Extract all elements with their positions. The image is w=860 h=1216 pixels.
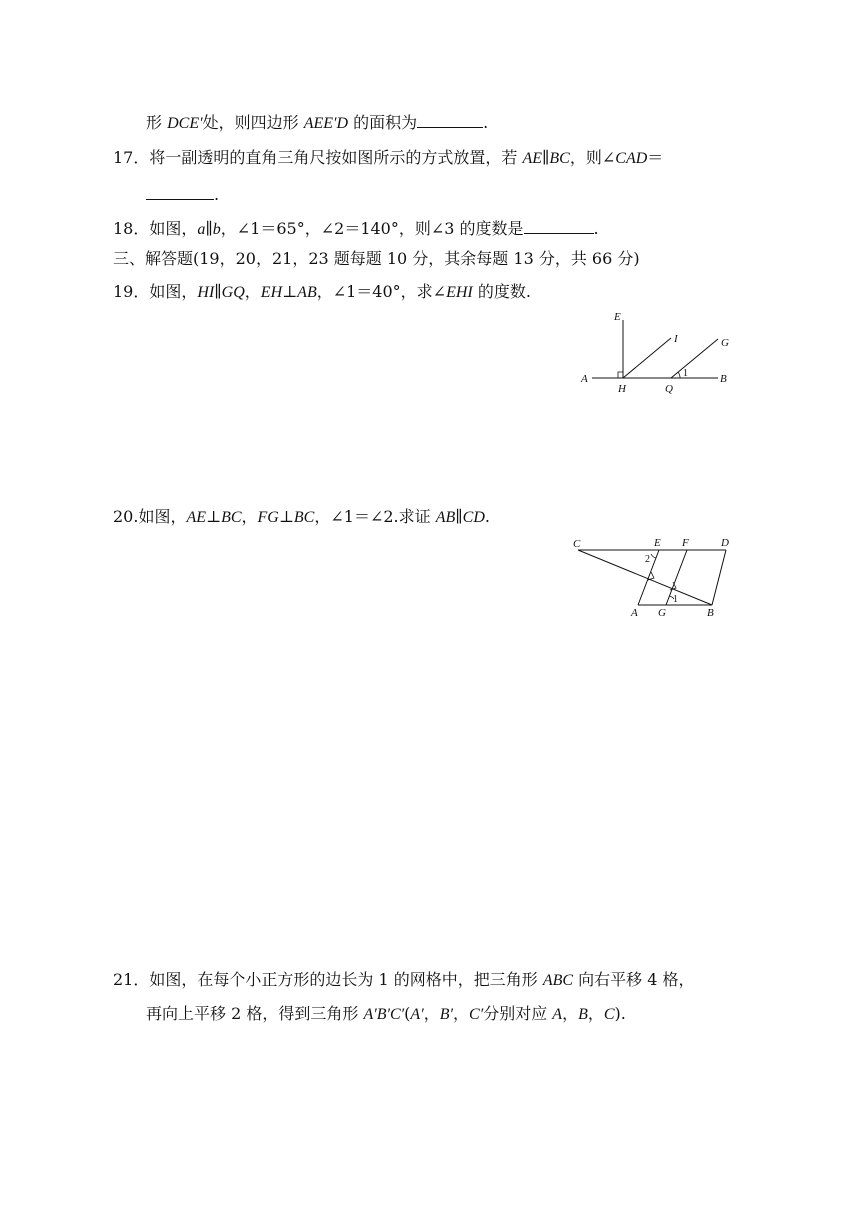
q20-parallel: ∥ [455,507,463,526]
fig19-angle1-label: 1 [683,368,688,379]
q21-line2 [146,1002,626,1026]
section-3-text: 三、解答题(19，20，21，23 题每题 10 分，其余每题 13 分，共 66 分) [113,249,640,268]
q17-number: 17． [113,148,150,167]
fig19-label-h: H [618,383,626,395]
fig20-label-c: C [573,538,581,550]
q20-number: 20. [113,507,139,526]
q18-parallel: ∥ [205,219,213,238]
q21-it-a-prime: A′ [410,1006,424,1023]
fig20-label-f: F [682,537,689,549]
q20-it-fg: FG [257,509,279,526]
q18-answer-blank[interactable] [524,216,594,234]
q20-text-pre: 如图， [138,507,187,526]
q17-line1 [113,146,663,170]
figure-19 [578,308,748,398]
fig20-label-b: B [707,607,714,619]
q19-it-ab: AB [297,284,317,301]
q17-text-end: . [214,185,220,204]
q18-number: 18． [113,219,150,238]
q18-it-a: a [197,221,206,238]
q19-sep: ， [244,282,261,301]
q19-parallel: ∥ [214,282,222,301]
q21-line1-post: 向右平移 4 格， [573,970,695,989]
q20-sep: ， [241,507,258,526]
q19-it-eh: EH [260,284,283,301]
fig19-line-hi [623,338,671,378]
q17-parallel: ∥ [542,148,550,167]
q17-answer-blank[interactable] [146,182,214,200]
q19-text-mid: ，∠1＝40°，求∠ [316,282,447,301]
fig19-label-i: I [674,333,678,345]
fig20-angle2-arc [651,554,656,558]
q20-line [113,505,490,529]
q21-it-b-prime: B′ [439,1006,453,1023]
q21-text-mid: 分别对应 [483,1004,553,1023]
q18-text-pre: 如图， [149,219,198,238]
q19-it-gq: GQ [221,284,245,301]
fig19-label-b: B [720,373,727,385]
q21-it-a: A [552,1006,563,1023]
q16-it-dce: DCE′ [167,115,203,132]
q18-text-rest: ，∠1＝65°，∠2＝140°，则∠3 的度数是 [220,219,524,238]
q20-perp1: ⊥ [206,507,222,526]
q21-line2-pre: 再向上平移 2 格，得到三角形 [146,1004,364,1023]
fig20-angle2-label: 2 [645,554,650,565]
fig20-label-d: D [721,537,729,549]
q21-it-abc-prime: A′B′C′ [363,1006,405,1023]
q17-text-pre: 将一副透明的直角三角尺按如图所示的方式放置，若 [149,148,523,167]
q20-it-cd: CD [462,509,485,526]
q17-it-cad: CAD [615,150,648,167]
fig20-label-g: G [658,607,666,619]
q19-it-ehi: EHI [446,284,473,301]
fig20-angle1-label: 1 [673,594,678,605]
q21-it-b: B [578,1006,588,1023]
q21-line1-pre: 如图，在每个小正方形的边长为 1 的网格中，把三角形 [149,970,543,989]
q19-perp: ⊥ [282,282,298,301]
q16-text-pre: 形 [146,113,168,132]
q16-continuation [146,110,488,134]
fig20-label-a: A [631,607,638,619]
q19-it-hi: HI [197,284,215,301]
q19-number: 19． [113,282,150,301]
fig20-line-bd [712,550,726,605]
fig19-angle1-arc [678,372,680,378]
q19-text-pre: 如图， [149,282,198,301]
fig19-label-e: E [614,311,621,323]
q20-it-bc1: BC [221,509,242,526]
q19-text-post: 的度数. [472,282,531,301]
q21-it-c: C [603,1006,615,1023]
q21-comma-2: ， [453,1004,470,1023]
q21-it-abc: ABC [542,972,574,989]
fig19-label-q: Q [665,383,673,395]
figure-20 [570,534,740,624]
q21-open-paren: ( [404,1004,411,1023]
q21-number: 21． [113,970,150,989]
q17-text-post: ，则∠ [569,148,616,167]
q21-comma-1: ， [423,1004,440,1023]
section-3-heading [113,247,640,271]
q21-comma-4: ， [587,1004,604,1023]
fig19-right-angle-mark [618,372,623,378]
q17-line2 [146,182,219,206]
q20-perp2: ⊥ [278,507,294,526]
q21-comma-3: ， [562,1004,579,1023]
q18-text-end: . [593,219,599,238]
q20-it-ae: AE [186,509,207,526]
fig19-label-g: G [721,337,729,349]
q17-it-ae: AE [522,150,543,167]
fig19-label-a: A [581,373,588,385]
q16-text-end: . [483,113,489,132]
q17-equals: ＝ [647,148,664,167]
q20-it-ab: AB [435,509,456,526]
q16-text-post: 的面积为 [348,113,418,132]
q21-it-c-prime: C′ [469,1006,484,1023]
q19-line [113,280,531,304]
q18-it-b: b [212,221,221,238]
q16-it-aeed: AEE′D [303,115,349,132]
q16-answer-blank[interactable] [417,110,483,128]
q18-line [113,216,599,240]
q17-it-bc: BC [549,150,570,167]
q20-it-bc2: BC [293,509,315,526]
q20-text-mid: ，∠1＝∠2.求证 [314,507,436,526]
q16-text-mid: 处，则四边形 [202,113,304,132]
fig20-label-e: E [654,537,661,549]
q20-text-end: . [484,507,490,526]
q21-line1 [113,968,695,992]
q21-close-paren: ). [614,1004,626,1023]
